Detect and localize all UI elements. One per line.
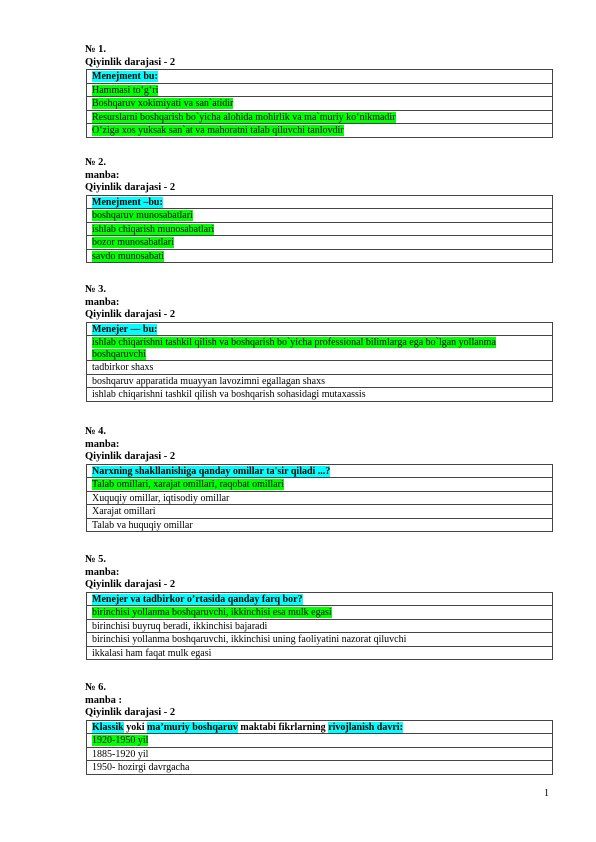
difficulty-label: Qiyinlik darajasi - 2	[85, 182, 176, 193]
text-segment: Xarajat omillari	[92, 506, 156, 517]
question-1	[85, 44, 553, 138]
answer-row	[87, 478, 553, 492]
question-table	[86, 464, 553, 533]
answer-row	[87, 505, 553, 519]
text-segment: Talab va huquqiy omillar	[92, 519, 193, 531]
text-segment: ma’muriy boshqaruv	[147, 721, 238, 733]
difficulty-label: Qiyinlik darajasi - 2	[85, 56, 176, 68]
source-label: manba:	[85, 438, 120, 450]
text-segment: maktabi fikrlarning	[237, 721, 329, 733]
text-segment: savdo munosabati	[92, 250, 164, 262]
question-table	[86, 720, 553, 775]
question-6	[85, 682, 553, 775]
question-number: № 2.	[85, 157, 107, 168]
question-row	[87, 70, 553, 84]
answer-option	[87, 222, 553, 236]
question-number: № 5.	[85, 554, 107, 565]
answer-row	[87, 606, 553, 620]
text-segment: ikkalasi ham faqat mulk egasi	[92, 647, 212, 659]
answer-row	[87, 388, 553, 402]
question-row	[87, 592, 553, 606]
answer-row	[87, 374, 553, 388]
answer-option	[87, 761, 553, 775]
answer-option	[87, 209, 553, 223]
difficulty-label: Qiyinlik darajasi - 2	[85, 451, 176, 462]
text-segment: 1920-1950 yil	[92, 735, 149, 746]
text-segment: Narxning shakllanishiga qanday omillar ta'sir qiladi ...?	[92, 465, 331, 477]
answer-option	[87, 646, 553, 660]
answer-row	[87, 734, 553, 748]
question-text	[87, 195, 553, 209]
answer-option	[87, 124, 553, 138]
answer-row	[87, 336, 553, 361]
answer-option	[87, 633, 553, 647]
answer-option	[87, 249, 553, 263]
text-segment: birinchisi yollanma boshqaruvchi, ikkinchisi esa mulk egasi	[92, 607, 332, 618]
answer-option	[87, 518, 553, 532]
answer-row	[87, 110, 553, 124]
answer-row	[87, 518, 553, 532]
answer-row	[87, 83, 553, 97]
answer-row	[87, 249, 553, 263]
answer-option	[87, 361, 553, 375]
question-number: № 1.	[85, 44, 107, 55]
text-segment: Xuquqiy omillar, iqtisodiy omillar	[92, 492, 230, 504]
answer-row	[87, 236, 553, 250]
answer-option	[87, 491, 553, 505]
text-segment: Hammasi to‘g‘ri	[92, 84, 159, 96]
answer-row	[87, 646, 553, 660]
text-segment: rivojlanish davri:	[328, 721, 403, 733]
source-label: manba :	[85, 694, 123, 706]
answer-row	[87, 124, 553, 138]
answer-row	[87, 633, 553, 647]
answer-option	[87, 619, 553, 633]
question-row	[87, 195, 553, 209]
difficulty-label: Qiyinlik darajasi - 2	[85, 707, 176, 718]
source-label: manba:	[85, 296, 120, 308]
question-text	[87, 464, 553, 478]
difficulty-label: Qiyinlik darajasi - 2	[85, 309, 176, 320]
question-table	[86, 195, 553, 264]
text-segment: boshqaruv munosabatlari	[92, 210, 193, 221]
answer-row	[87, 761, 553, 775]
answer-option	[87, 236, 553, 250]
question-table	[86, 322, 553, 402]
text-segment: boshqaruv apparatida muayyan lavozimni egallagan shaxs	[92, 375, 325, 387]
answer-option	[87, 505, 553, 519]
text-segment: ishlab chiqarishni tashkil qilish va boshqarish bo`yicha professional bilimlarga ega bo`lgan yollanma boshqaruvchi	[92, 337, 496, 360]
question-table	[86, 592, 553, 661]
question-number: № 4.	[85, 426, 107, 437]
answer-option	[87, 388, 553, 402]
text-segment: tadbirkor shaxs	[92, 362, 154, 373]
question-row	[87, 720, 553, 734]
question-row	[87, 322, 553, 336]
text-segment: Menejer va tadbirkor o’rtasida qanday farq bor?	[92, 593, 303, 605]
question-3	[85, 284, 553, 402]
text-segment: 1885-1920 yil	[92, 748, 149, 760]
source-label: manba:	[85, 169, 120, 181]
text-segment: Resurslarni boshqarish bo`yicha alohida mohirlik va ma`muriy ko‘nikmadir	[92, 111, 396, 123]
answer-option	[87, 110, 553, 124]
answer-option	[87, 374, 553, 388]
question-number: № 6.	[85, 682, 107, 693]
text-segment: Menejment bu:	[92, 71, 158, 82]
answer-row	[87, 619, 553, 633]
answer-row	[87, 222, 553, 236]
answer-option	[87, 83, 553, 97]
question-text	[87, 322, 553, 336]
answer-option	[87, 747, 553, 761]
answer-option	[87, 97, 553, 111]
question-number: № 3.	[85, 284, 107, 295]
text-segment: O‘ziga xos yuksak san`at va mahoratni talab qiluvchi tanlovdir	[92, 125, 344, 136]
text-segment: yoki	[123, 721, 148, 733]
difficulty-label: Qiyinlik darajasi - 2	[85, 579, 176, 590]
text-segment: Menejer — bu:	[92, 323, 158, 335]
answer-row	[87, 97, 553, 111]
text-segment: Talab omillari, xarajat omillari, raqobat omillari	[92, 479, 284, 490]
answer-row	[87, 361, 553, 375]
answer-option	[87, 478, 553, 492]
page-number: 1	[544, 788, 549, 799]
text-segment: ishlab chiqarish munosabatlari	[92, 223, 215, 235]
question-text	[87, 70, 553, 84]
text-segment: ishlab chiqarishni tashkil qilish va boshqarish sohasidagi mutaxassis	[92, 389, 366, 400]
answer-option	[87, 336, 553, 361]
text-segment: 1950- hozirgi davrgacha	[92, 762, 190, 773]
question-text	[87, 720, 553, 734]
question-row	[87, 464, 553, 478]
question-text	[87, 592, 553, 606]
question-5	[85, 554, 553, 660]
answer-option	[87, 734, 553, 748]
answer-row	[87, 209, 553, 223]
text-segment: birinchisi yollanma boshqaruvchi, ikkinchisi uning faoliyatini nazorat qiluvchi	[92, 634, 407, 645]
answer-row	[87, 491, 553, 505]
source-label: manba:	[85, 566, 120, 578]
answer-row	[87, 747, 553, 761]
text-segment: Menejment –bu:	[92, 196, 163, 208]
answer-option	[87, 606, 553, 620]
question-2	[85, 157, 553, 263]
text-segment: Klassik	[92, 721, 124, 733]
text-segment: birinchisi buyruq beradi, ikkinchisi bajaradi	[92, 620, 268, 632]
text-segment: Boshqaruv xokimiyati va san`atidir	[92, 98, 234, 109]
text-segment: bozor munosabatlari	[92, 237, 174, 248]
question-table	[86, 69, 553, 138]
question-4	[85, 426, 553, 532]
